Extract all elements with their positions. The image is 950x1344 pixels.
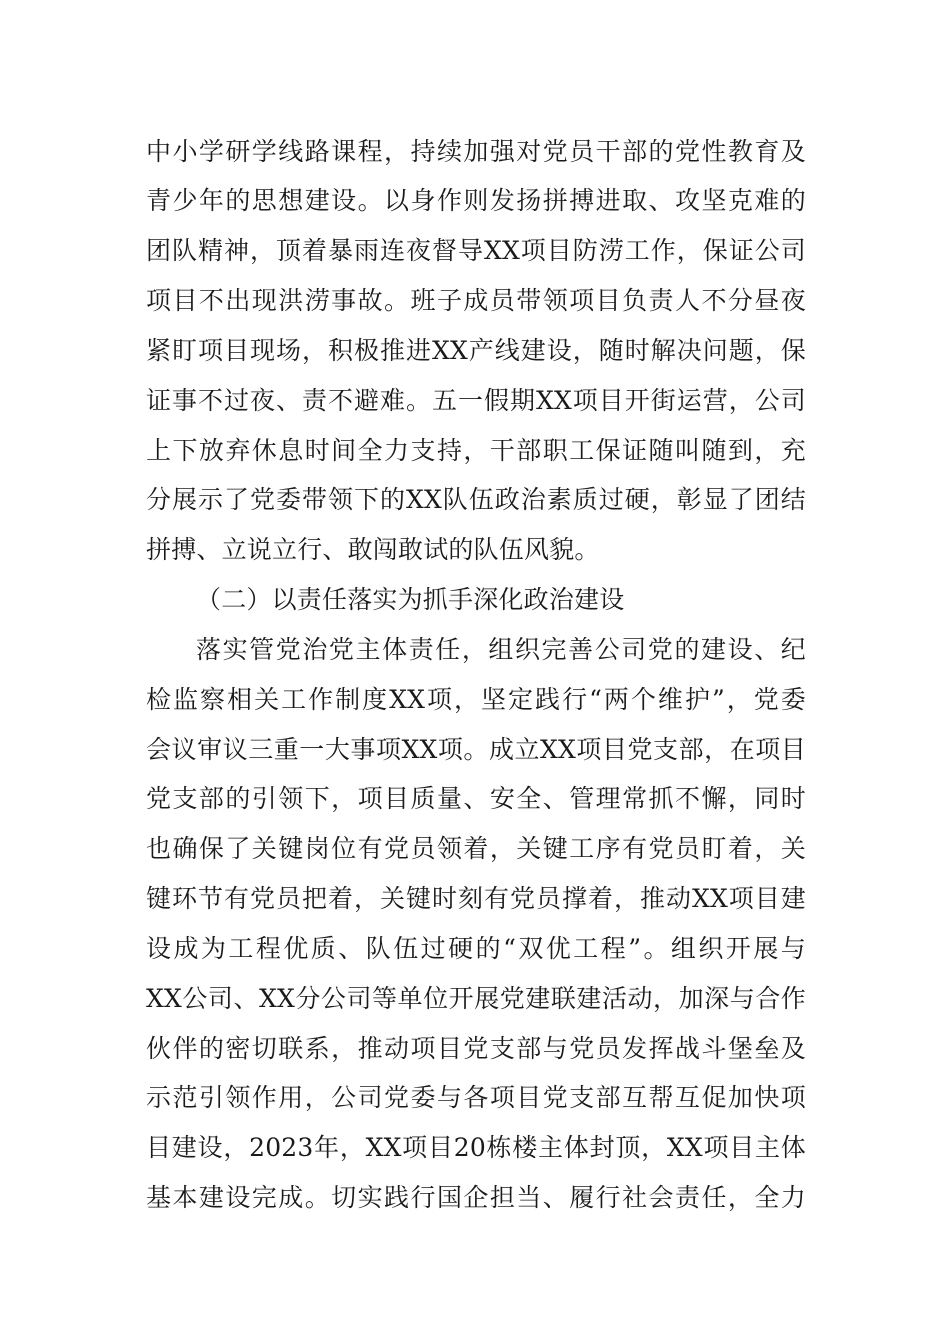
paragraph-line-18: 伙伴的密切联系，推动项目党支部与党员发挥战斗堡垒及	[146, 1034, 806, 1063]
paragraph-line-1: 中小学研学线路课程，持续加强对党员干部的党性教育及	[146, 137, 806, 166]
paragraph-line-8: 分展示了党委带领下的XX队伍政治素质过硬，彰显了团结	[146, 485, 806, 514]
paragraph-line-14: 也确保了关键岗位有党员领着，关键工序有党员盯着，关	[146, 834, 806, 863]
section-heading: （二）以责任落实为抓手深化政治建设	[196, 585, 625, 614]
paragraph-line-16: 设成为工程优质、队伍过硬的“双优工程”。组织开展与	[146, 934, 806, 963]
paragraph-line-20: 目建设，2023年，XX项目20栋楼主体封顶，XX项目主体	[146, 1133, 806, 1162]
paragraph-line-19: 示范引领作用，公司党委与各项目党支部互帮互促加快项	[146, 1083, 806, 1112]
paragraph-line-6: 证事不过夜、责不避难。五一假期XX项目开街运营，公司	[146, 386, 806, 415]
paragraph-line-17: XX公司、XX分公司等单位开展党建联建活动，加深与合作	[146, 984, 806, 1013]
paragraph-line-3: 团队精神，顶着暴雨连夜督导XX项目防涝工作，保证公司	[146, 236, 806, 265]
paragraph-line-10: 落实管党治党主体责任，组织完善公司党的建设、纪	[196, 635, 806, 664]
paragraph-line-2: 青少年的思想建设。以身作则发扬拼搏进取、攻坚克难的	[146, 186, 806, 215]
paragraph-line-21: 基本建设完成。切实践行国企担当、履行社会责任，全力	[146, 1183, 806, 1212]
paragraph-line-7: 上下放弃休息时间全力支持，干部职工保证随叫随到，充	[146, 436, 806, 465]
paragraph-line-5: 紧盯项目现场，积极推进XX产线建设，随时解决问题，保	[146, 336, 806, 365]
paragraph-line-12: 会议审议三重一大事项XX项。成立XX项目党支部，在项目	[146, 735, 806, 764]
paragraph-line-4: 项目不出现洪涝事故。班子成员带领项目负责人不分昼夜	[146, 286, 806, 315]
paragraph-line-9: 拼搏、立说立行、敢闯敢试的队伍风貌。	[146, 535, 600, 564]
paragraph-line-15: 键环节有党员把着，关键时刻有党员撑着，推动XX项目建	[146, 884, 806, 913]
paragraph-line-11: 检监察相关工作制度XX项，坚定践行“两个维护”，党委	[146, 685, 806, 714]
paragraph-line-13: 党支部的引领下，项目质量、安全、管理常抓不懈，同时	[146, 784, 806, 813]
